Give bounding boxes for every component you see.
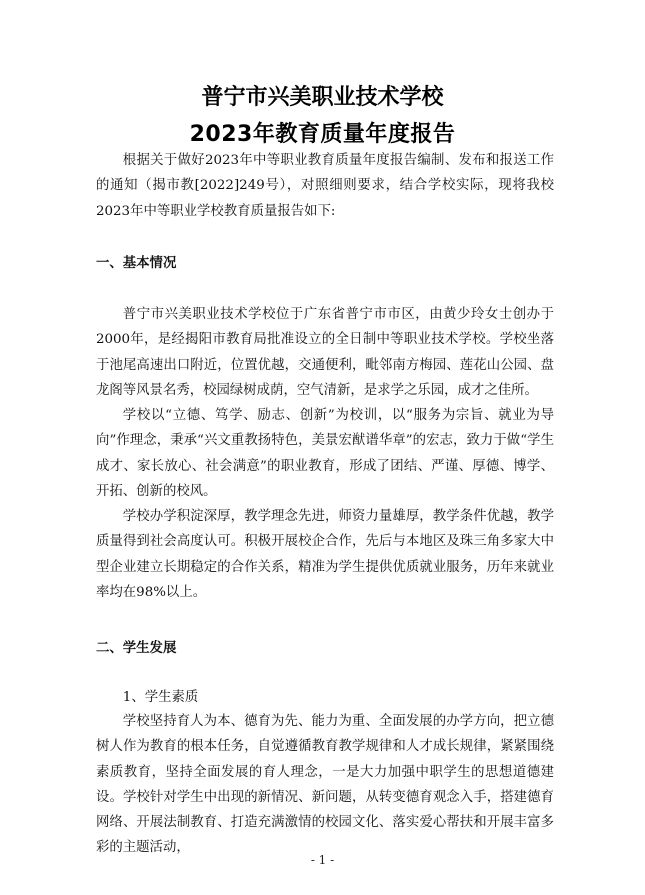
intro-paragraph: 根据关于做好2023年中等职业教育质量年度报告编制、发布和报送工作的通知（揭市教[2022]249号），对照细则要求，结合学校实际，现将我校2023年中等职业学校教育质量报告如下: bbox=[96, 153, 554, 219]
section2-paragraph-1: 学校坚持育人为本、德育为先、能力为重、全面发展的办学方向，把立德树人作为教育的根本任务，自觉遵循教育教学规律和人才成长规律，紧紧围绕素质教育，坚持全面发展的育人理念，一是大力加强中职学生的思想道德建设。学校针对学生中出现的新情况、新问题，从转变德育观念入手，搭建德育网络、开展法制教育、打造充满激情的校园文化、落实爱心帮扶和开展丰富多彩的主题活动， bbox=[96, 714, 554, 856]
section2-subheading: 1、学生素质 bbox=[122, 690, 199, 705]
document-title-line1: 普宁市兴美职业技术学校 bbox=[201, 85, 444, 110]
section1-paragraph-1: 普宁市兴美职业技术学校位于广东省普宁市市区，由黄少玲女士创办于2000年，是经揭阳市教育局批准设立的全日制中等职业技术学校。学校坐落于池尾高速出口附近，位置优越，交通便利，毗邻南方梅园、莲花山公园、盘龙阁等风景名秀，校园绿树成荫，空气清新，是求学之乐园，成才之佳所。 bbox=[96, 307, 554, 398]
document-title-line2: 2023年教育质量年度报告 bbox=[189, 122, 456, 147]
section2-heading: 二、学生发展 bbox=[96, 641, 177, 656]
page-number: - 1 - bbox=[310, 853, 335, 867]
section1-heading: 一、基本情况 bbox=[96, 256, 177, 271]
section1-paragraph-2: 学校以“立德、笃学、励志、创新”为校训，以“服务为宗旨、就业为导向”作理念，秉承“兴文重教扬特色，美景宏猷谱华章”的宏志，致力于做“学生成才、家长放心、社会满意”的职业教育，形成了团结、严谨、厚德、博学、开拓、创新的校风。 bbox=[96, 408, 554, 499]
section1-paragraph-3: 学校办学积淀深厚，教学理念先进，师资力量雄厚，教学条件优越，教学质量得到社会高度认可。积极开展校企合作，先后与本地区及珠三角多家大中型企业建立长期稳定的合作关系，精准为学生提供优质就业服务，历年来就业率均在98%以上。 bbox=[96, 509, 554, 600]
